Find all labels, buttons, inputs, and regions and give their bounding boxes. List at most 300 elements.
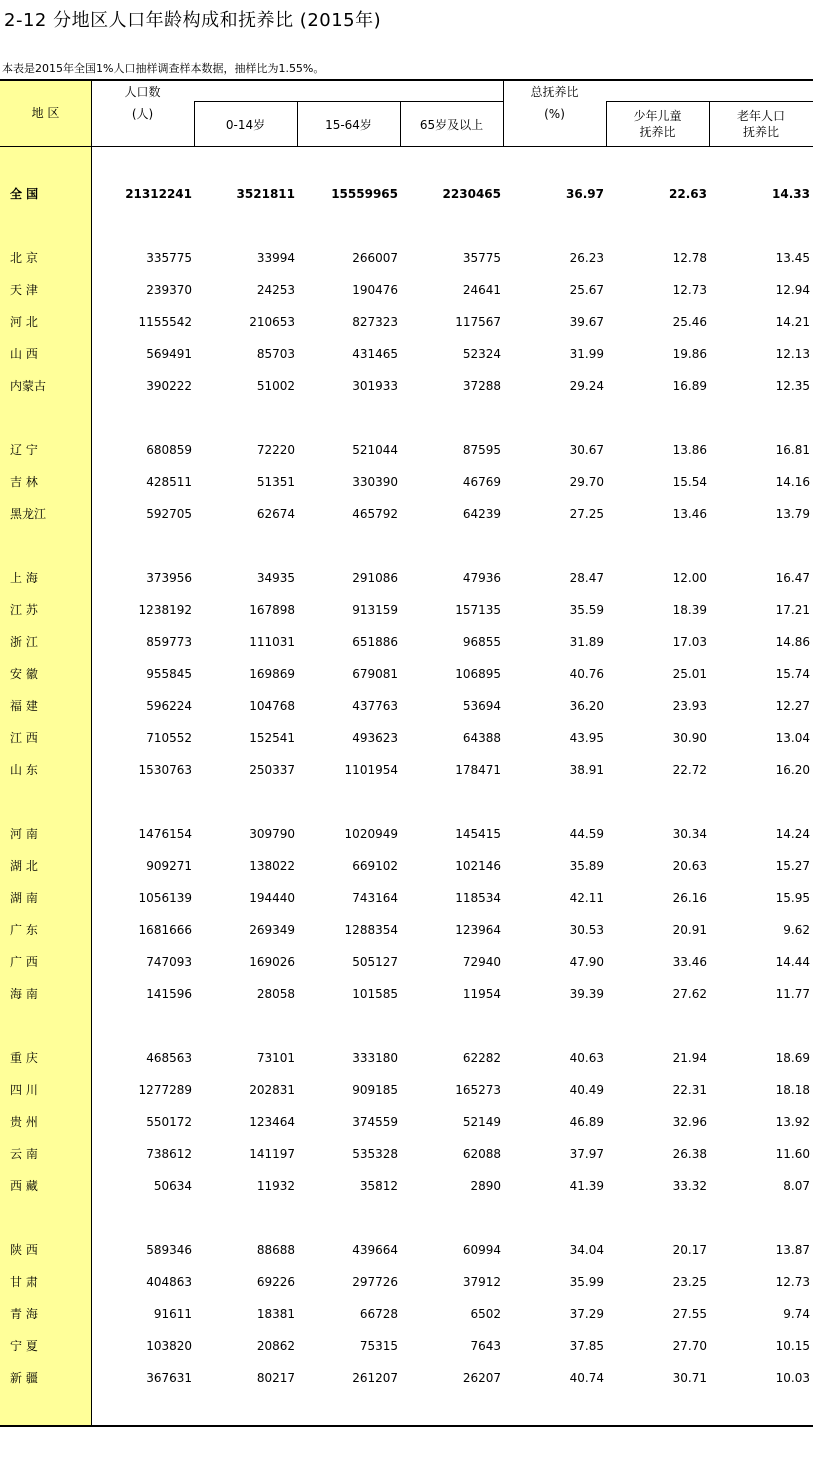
age-15-64-cell: 743164 — [352, 891, 398, 905]
child-dependency-cell: 22.63 — [669, 187, 707, 201]
old-dependency-cell: 16.81 — [775, 443, 810, 457]
age-65-plus-cell: 35775 — [462, 251, 501, 265]
population-cell: 141596 — [146, 987, 192, 1001]
old-dependency-cell: 13.87 — [775, 1243, 810, 1257]
total-dependency-cell: 39.67 — [569, 315, 604, 329]
region-name: 吉 林 — [10, 475, 38, 489]
old-dependency-cell: 12.27 — [775, 699, 810, 713]
age-65-plus-cell: 47936 — [462, 571, 501, 585]
age-65-plus-cell: 117567 — [455, 315, 501, 329]
population-cell: 589346 — [146, 1243, 192, 1257]
population-cell: 592705 — [146, 507, 192, 521]
child-dependency-cell: 26.38 — [672, 1147, 707, 1161]
table-row — [0, 824, 813, 844]
age-0-14-cell: 73101 — [256, 1051, 295, 1065]
age-65-plus-cell: 24641 — [462, 283, 501, 297]
population-cell: 335775 — [146, 251, 192, 265]
total-dependency-cell: 28.47 — [569, 571, 604, 585]
table-row — [0, 1272, 813, 1292]
age-0-14-cell: 28058 — [256, 987, 295, 1001]
child-dependency-cell: 27.62 — [672, 987, 707, 1001]
table-row — [0, 1304, 813, 1324]
age-0-14-cell: 24253 — [256, 283, 295, 297]
age-15-64-cell: 330390 — [352, 475, 398, 489]
age-15-64-cell: 266007 — [352, 251, 398, 265]
total-dependency-cell: 31.89 — [569, 635, 604, 649]
age-15-64-cell: 66728 — [359, 1307, 398, 1321]
population-cell: 367631 — [146, 1371, 192, 1385]
total-dependency-cell: 46.89 — [569, 1115, 604, 1129]
header-total-dependency: 总抚养比 — [530, 85, 579, 99]
age-0-14-cell: 202831 — [249, 1083, 295, 1097]
child-dependency-cell: 30.90 — [672, 731, 707, 745]
header-child-dependency-2: 抚养比 — [639, 125, 676, 139]
child-dependency-cell: 20.91 — [672, 923, 707, 937]
age-0-14-cell: 194440 — [249, 891, 295, 905]
age-15-64-cell: 505127 — [352, 955, 398, 969]
child-dependency-cell: 23.93 — [672, 699, 707, 713]
age-0-14-cell: 104768 — [249, 699, 295, 713]
region-name: 山 东 — [10, 763, 38, 777]
child-dependency-cell: 27.55 — [672, 1307, 707, 1321]
age-65-plus-cell: 52324 — [462, 347, 501, 361]
age-0-14-cell: 11932 — [256, 1179, 295, 1193]
table-row — [0, 600, 813, 620]
population-cell: 21312241 — [125, 187, 192, 201]
table-row — [0, 1176, 813, 1196]
total-dependency-cell: 27.25 — [569, 507, 604, 521]
old-dependency-cell: 14.16 — [775, 475, 810, 489]
age-15-64-cell: 15559965 — [331, 187, 398, 201]
population-subheader-rule — [194, 101, 503, 102]
age-65-plus-cell: 102146 — [455, 859, 501, 873]
table-row — [0, 312, 813, 332]
old-dependency-cell: 17.21 — [775, 603, 810, 617]
age-15-64-cell: 297726 — [352, 1275, 398, 1289]
age-15-64-cell: 913159 — [352, 603, 398, 617]
age-15-64-cell: 679081 — [352, 667, 398, 681]
total-dependency-cell: 35.99 — [569, 1275, 604, 1289]
population-cell: 239370 — [146, 283, 192, 297]
age-15-64-cell: 535328 — [352, 1147, 398, 1161]
child-dependency-cell: 25.01 — [672, 667, 707, 681]
table-row — [0, 952, 813, 972]
table-row — [0, 504, 813, 524]
age-0-14-cell: 210653 — [249, 315, 295, 329]
child-dependency-cell: 16.89 — [672, 379, 707, 393]
old-dependency-cell: 18.69 — [775, 1051, 810, 1065]
total-dependency-cell: 29.24 — [569, 379, 604, 393]
total-dependency-cell: 29.70 — [569, 475, 604, 489]
old-dependency-cell: 14.21 — [775, 315, 810, 329]
age-65-plus-cell: 145415 — [455, 827, 501, 841]
region-name: 浙 江 — [10, 635, 38, 649]
total-dependency-cell: 43.95 — [569, 731, 604, 745]
population-cell: 1530763 — [138, 763, 192, 777]
age-15-64-cell: 493623 — [352, 731, 398, 745]
age-65-plus-cell: 87595 — [462, 443, 501, 457]
total-dependency-cell: 40.76 — [569, 667, 604, 681]
total-dependency-cell: 47.90 — [569, 955, 604, 969]
age-15-64-cell: 35812 — [359, 1179, 398, 1193]
population-cell: 1277289 — [138, 1083, 192, 1097]
age-0-14-cell: 80217 — [256, 1371, 295, 1385]
region-name: 江 西 — [10, 731, 38, 745]
age-65-plus-cell: 2230465 — [442, 187, 501, 201]
child-dependency-cell: 12.73 — [672, 283, 707, 297]
table-row — [0, 696, 813, 716]
age-65-plus-cell: 37288 — [462, 379, 501, 393]
table-row — [0, 920, 813, 940]
old-dependency-cell: 11.60 — [775, 1147, 810, 1161]
age-65-plus-cell: 106895 — [455, 667, 501, 681]
child-dependency-cell: 32.96 — [672, 1115, 707, 1129]
population-cell: 859773 — [146, 635, 192, 649]
total-dependency-cell: 34.04 — [569, 1243, 604, 1257]
child-dependency-cell: 17.03 — [672, 635, 707, 649]
child-dependency-cell: 25.46 — [672, 315, 707, 329]
region-name: 广 东 — [10, 923, 38, 937]
age-15-64-cell: 374559 — [352, 1115, 398, 1129]
population-cell: 1056139 — [138, 891, 192, 905]
age-0-14-cell: 69226 — [256, 1275, 295, 1289]
age-65-plus-cell: 178471 — [455, 763, 501, 777]
age-65-plus-cell: 123964 — [455, 923, 501, 937]
table-title: 2-12 分地区人口年龄构成和抚养比 (2015年) — [4, 10, 382, 31]
old-dependency-cell: 13.45 — [775, 251, 810, 265]
table-row — [0, 344, 813, 364]
age-0-14-cell: 85703 — [256, 347, 295, 361]
age-15-64-cell: 827323 — [352, 315, 398, 329]
region-name: 新 疆 — [10, 1371, 38, 1385]
population-cell: 91611 — [153, 1307, 192, 1321]
child-dependency-cell: 15.54 — [672, 475, 707, 489]
header-age-0-14: 0-14岁 — [225, 118, 266, 132]
old-dependency-cell: 15.74 — [775, 667, 810, 681]
age-65-plus-cell: 64239 — [462, 507, 501, 521]
old-dependency-cell: 9.74 — [783, 1307, 810, 1321]
region-name: 海 南 — [10, 987, 38, 1001]
total-dependency-cell: 36.20 — [569, 699, 604, 713]
total-dependency-cell: 41.39 — [569, 1179, 604, 1193]
table-note: 本表是2015年全国1%人口抽样调查样本数据，抽样比为1.55%。 — [2, 62, 325, 75]
child-dependency-cell: 23.25 — [672, 1275, 707, 1289]
age-0-14-cell: 167898 — [249, 603, 295, 617]
age-15-64-cell: 261207 — [352, 1371, 398, 1385]
age-0-14-cell: 269349 — [249, 923, 295, 937]
child-dependency-cell: 12.78 — [672, 251, 707, 265]
child-dependency-cell: 20.63 — [672, 859, 707, 873]
age-65-plus-cell: 118534 — [455, 891, 501, 905]
age-0-14-cell: 169026 — [249, 955, 295, 969]
age-0-14-cell: 18381 — [256, 1307, 295, 1321]
age-0-14-cell: 138022 — [249, 859, 295, 873]
population-cell: 738612 — [146, 1147, 192, 1161]
total-dependency-cell: 40.49 — [569, 1083, 604, 1097]
table-row — [0, 1144, 813, 1164]
header-population-unit: (人) — [131, 107, 154, 121]
table-row — [0, 760, 813, 780]
header-age-15-64: 15-64岁 — [325, 118, 372, 132]
old-dependency-cell: 13.92 — [775, 1115, 810, 1129]
population-cell: 103820 — [146, 1339, 192, 1353]
age-0-14-cell: 169869 — [249, 667, 295, 681]
age-0-14-cell: 34935 — [256, 571, 295, 585]
age-65-plus-cell: 46769 — [462, 475, 501, 489]
age-65-plus-cell: 26207 — [462, 1371, 501, 1385]
total-dependency-cell: 39.39 — [569, 987, 604, 1001]
age-15-64-cell: 439664 — [352, 1243, 398, 1257]
child-dependency-cell: 18.39 — [672, 603, 707, 617]
total-dependency-cell: 38.91 — [569, 763, 604, 777]
old-dependency-cell: 16.47 — [775, 571, 810, 585]
age-15-64-cell: 431465 — [352, 347, 398, 361]
population-cell: 596224 — [146, 699, 192, 713]
old-dependency-cell: 8.07 — [783, 1179, 810, 1193]
total-dependency-cell: 37.85 — [569, 1339, 604, 1353]
population-cell: 404863 — [146, 1275, 192, 1289]
total-dependency-cell: 30.67 — [569, 443, 604, 457]
table-row — [0, 728, 813, 748]
child-dependency-cell: 19.86 — [672, 347, 707, 361]
region-name: 宁 夏 — [10, 1339, 38, 1353]
age-65-plus-cell: 2890 — [470, 1179, 501, 1193]
region-name: 陕 西 — [10, 1243, 38, 1257]
table-row — [0, 1112, 813, 1132]
region-name: 辽 宁 — [10, 443, 38, 457]
region-name: 河 南 — [10, 827, 38, 841]
child-dependency-cell: 21.94 — [672, 1051, 707, 1065]
region-name: 云 南 — [10, 1147, 38, 1161]
age-0-14-cell: 51002 — [256, 379, 295, 393]
age-15-64-cell: 190476 — [352, 283, 398, 297]
table-row — [0, 376, 813, 396]
total-dependency-cell: 40.74 — [569, 1371, 604, 1385]
age-15-64-cell: 291086 — [352, 571, 398, 585]
age-15-64-cell: 465792 — [352, 507, 398, 521]
population-cell: 710552 — [146, 731, 192, 745]
old-dependency-cell: 14.24 — [775, 827, 810, 841]
header-old-dependency: 老年人口 — [736, 109, 785, 123]
child-dependency-cell: 27.70 — [672, 1339, 707, 1353]
old-dependency-cell: 12.73 — [775, 1275, 810, 1289]
region-name: 北 京 — [10, 251, 38, 265]
header-total-dependency-unit: (%) — [544, 107, 565, 121]
age-15-64-cell: 1020949 — [344, 827, 398, 841]
header-age-65-plus: 65岁及以上 — [419, 118, 484, 132]
age-65-plus-cell: 37912 — [462, 1275, 501, 1289]
bottom-rule — [0, 1425, 813, 1427]
table-row — [0, 1048, 813, 1068]
region-name: 四 川 — [10, 1083, 38, 1097]
table-row — [0, 568, 813, 588]
age-65-plus-cell: 53694 — [462, 699, 501, 713]
region-name: 甘 肃 — [10, 1275, 38, 1289]
old-dependency-cell: 14.33 — [772, 187, 810, 201]
age-0-14-cell: 250337 — [249, 763, 295, 777]
age-15-64-cell: 437763 — [352, 699, 398, 713]
region-name: 青 海 — [10, 1307, 38, 1321]
old-dependency-cell: 16.20 — [775, 763, 810, 777]
table-row — [0, 472, 813, 492]
region-name: 天 津 — [10, 283, 38, 297]
child-dependency-cell: 33.32 — [672, 1179, 707, 1193]
region-name: 重 庆 — [10, 1051, 38, 1065]
population-cell: 1476154 — [138, 827, 192, 841]
child-dependency-cell: 12.00 — [672, 571, 707, 585]
population-cell: 550172 — [146, 1115, 192, 1129]
region-name: 江 苏 — [10, 603, 38, 617]
age-65-plus-cell: 52149 — [462, 1115, 501, 1129]
total-dependency-cell: 35.59 — [569, 603, 604, 617]
total-dependency-cell: 31.99 — [569, 347, 604, 361]
age-0-14-cell: 88688 — [256, 1243, 295, 1257]
old-dependency-cell: 12.94 — [775, 283, 810, 297]
age-0-14-cell: 33994 — [256, 251, 295, 265]
age-65-plus-cell: 62088 — [462, 1147, 501, 1161]
total-dependency-cell: 36.97 — [566, 187, 604, 201]
total-dependency-cell: 26.23 — [569, 251, 604, 265]
child-dependency-cell: 30.34 — [672, 827, 707, 841]
age-0-14-cell: 152541 — [249, 731, 295, 745]
old-dependency-cell: 9.62 — [783, 923, 810, 937]
header-old-dependency-2: 抚养比 — [742, 125, 779, 139]
total-dependency-cell: 30.53 — [569, 923, 604, 937]
age-0-14-cell: 141197 — [249, 1147, 295, 1161]
child-dependency-cell: 30.71 — [672, 1371, 707, 1385]
table-row — [0, 280, 813, 300]
old-dependency-cell: 18.18 — [775, 1083, 810, 1097]
national-row — [0, 184, 813, 204]
table-row — [0, 888, 813, 908]
total-dependency-cell: 37.29 — [569, 1307, 604, 1321]
population-cell: 373956 — [146, 571, 192, 585]
total-dependency-cell: 44.59 — [569, 827, 604, 841]
header-bottom-rule — [0, 146, 813, 147]
old-dependency-cell: 14.86 — [775, 635, 810, 649]
region-name: 全 国 — [10, 187, 39, 201]
header-region: 地 区 — [31, 106, 60, 120]
population-cell: 1238192 — [138, 603, 192, 617]
age-15-64-cell: 909185 — [352, 1083, 398, 1097]
population-cell: 747093 — [146, 955, 192, 969]
table-row — [0, 1368, 813, 1388]
total-dependency-cell: 25.67 — [569, 283, 604, 297]
table-row — [0, 248, 813, 268]
region-name: 西 藏 — [10, 1179, 38, 1193]
age-15-64-cell: 669102 — [352, 859, 398, 873]
old-dependency-cell: 15.95 — [775, 891, 810, 905]
population-cell: 468563 — [146, 1051, 192, 1065]
age-15-64-cell: 301933 — [352, 379, 398, 393]
age-15-64-cell: 651886 — [352, 635, 398, 649]
region-name: 湖 南 — [10, 891, 38, 905]
age-65-plus-cell: 60994 — [462, 1243, 501, 1257]
old-dependency-cell: 10.03 — [775, 1371, 810, 1385]
age-0-14-cell: 309790 — [249, 827, 295, 841]
child-dependency-cell: 33.46 — [672, 955, 707, 969]
age-0-14-cell: 123464 — [249, 1115, 295, 1129]
region-name: 福 建 — [10, 699, 38, 713]
age-0-14-cell: 111031 — [249, 635, 295, 649]
region-name: 广 西 — [10, 955, 38, 969]
table-row — [0, 440, 813, 460]
table-row — [0, 664, 813, 684]
table-row — [0, 1080, 813, 1100]
population-cell: 680859 — [146, 443, 192, 457]
population-cell: 390222 — [146, 379, 192, 393]
region-name: 内蒙古 — [10, 379, 47, 393]
age-0-14-cell: 51351 — [256, 475, 295, 489]
age-65-plus-cell: 165273 — [455, 1083, 501, 1097]
old-dependency-cell: 10.15 — [775, 1339, 810, 1353]
age-65-plus-cell: 72940 — [462, 955, 501, 969]
region-name: 上 海 — [10, 571, 38, 585]
age-65-plus-cell: 6502 — [470, 1307, 501, 1321]
age-0-14-cell: 3521811 — [236, 187, 295, 201]
total-dependency-cell: 42.11 — [569, 891, 604, 905]
old-dependency-cell: 15.27 — [775, 859, 810, 873]
old-dependency-cell: 11.77 — [775, 987, 810, 1001]
child-dependency-cell: 22.31 — [672, 1083, 707, 1097]
population-cell: 1681666 — [138, 923, 192, 937]
child-dependency-cell: 22.72 — [672, 763, 707, 777]
old-dependency-cell: 13.79 — [775, 507, 810, 521]
population-cell: 569491 — [146, 347, 192, 361]
age-15-64-cell: 1288354 — [344, 923, 398, 937]
table-row — [0, 1336, 813, 1356]
total-dependency-cell: 35.89 — [569, 859, 604, 873]
population-cell: 955845 — [146, 667, 192, 681]
region-name: 黑龙江 — [10, 507, 47, 521]
region-name: 河 北 — [10, 315, 38, 329]
age-65-plus-cell: 62282 — [462, 1051, 501, 1065]
age-65-plus-cell: 64388 — [462, 731, 501, 745]
population-cell: 1155542 — [138, 315, 192, 329]
age-65-plus-cell: 157135 — [455, 603, 501, 617]
age-0-14-cell: 62674 — [256, 507, 295, 521]
header-population: 人口数 — [124, 85, 161, 99]
age-15-64-cell: 521044 — [352, 443, 398, 457]
old-dependency-cell: 14.44 — [775, 955, 810, 969]
old-dependency-cell: 12.13 — [775, 347, 810, 361]
table-row — [0, 1240, 813, 1260]
old-dependency-cell: 13.04 — [775, 731, 810, 745]
age-15-64-cell: 333180 — [352, 1051, 398, 1065]
child-dependency-cell: 13.46 — [672, 507, 707, 521]
region-name: 贵 州 — [10, 1115, 38, 1129]
child-dependency-cell: 26.16 — [672, 891, 707, 905]
age-65-plus-cell: 7643 — [470, 1339, 501, 1353]
region-name: 安 徽 — [10, 667, 38, 681]
region-name: 湖 北 — [10, 859, 38, 873]
table-row — [0, 632, 813, 652]
top-rule — [0, 79, 813, 81]
age-65-plus-cell: 11954 — [462, 987, 501, 1001]
age-15-64-cell: 101585 — [352, 987, 398, 1001]
old-dependency-cell: 12.35 — [775, 379, 810, 393]
header-child-dependency: 少年儿童 — [633, 109, 682, 123]
population-cell: 909271 — [146, 859, 192, 873]
total-dependency-cell: 40.63 — [569, 1051, 604, 1065]
child-dependency-cell: 20.17 — [672, 1243, 707, 1257]
table-row — [0, 856, 813, 876]
child-dependency-cell: 13.86 — [672, 443, 707, 457]
age-65-plus-cell: 96855 — [462, 635, 501, 649]
age-0-14-cell: 72220 — [256, 443, 295, 457]
population-cell: 428511 — [146, 475, 192, 489]
population-cell: 50634 — [153, 1179, 192, 1193]
